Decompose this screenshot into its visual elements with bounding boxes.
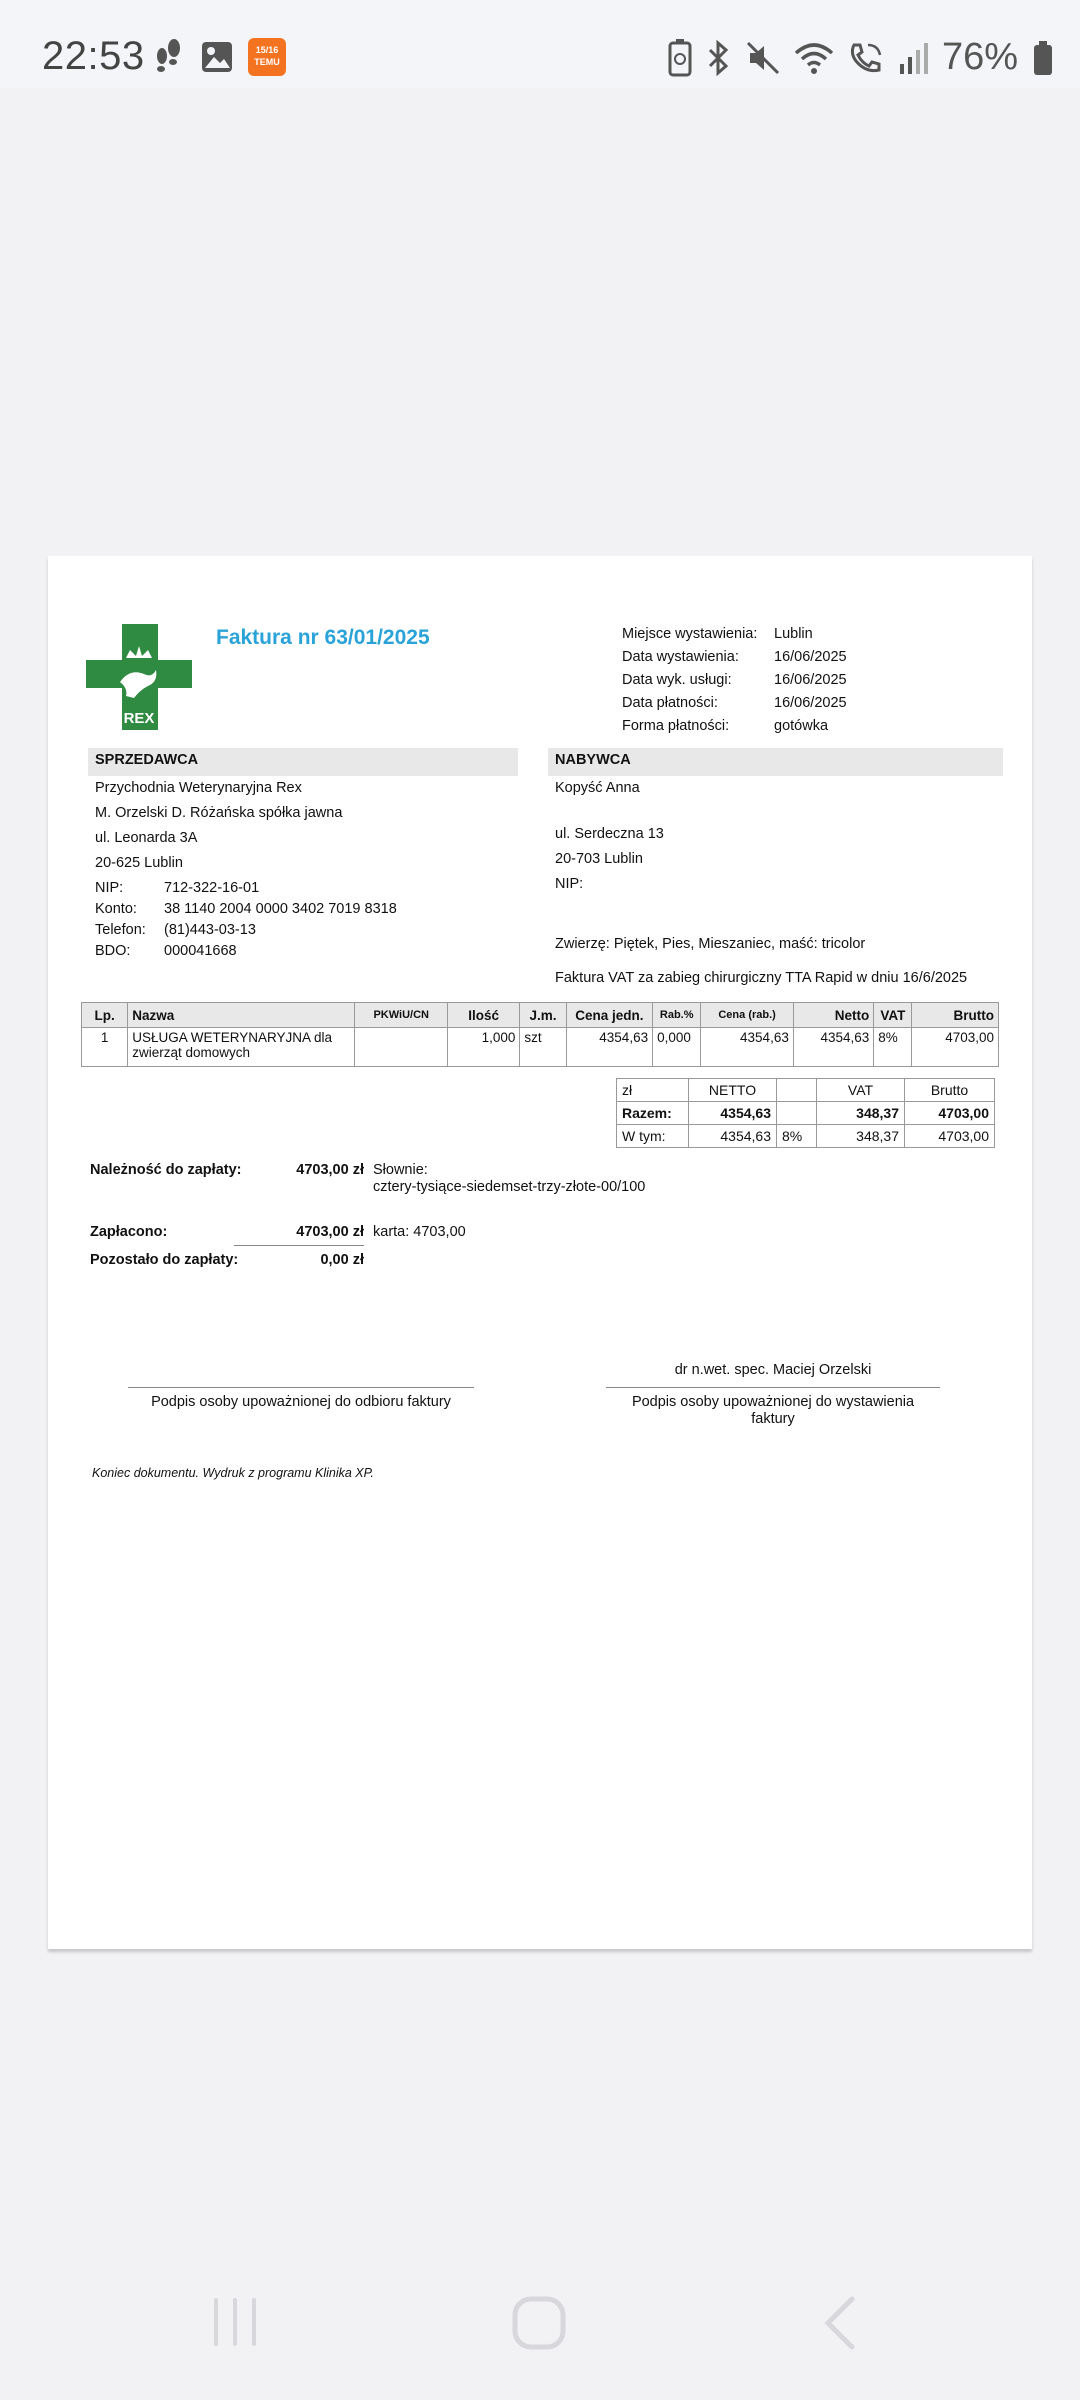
temu-badge-line1: 15/16 — [255, 45, 279, 55]
clock: 22:53 — [42, 34, 145, 78]
col-header: Ilość — [447, 1003, 519, 1028]
seller-bdo-label: BDO: — [95, 943, 131, 959]
seller-nip: 712-322-16-01 — [164, 880, 260, 896]
issuer-signature-caption: Podpis osoby upoważnionej do wystawienia faktury — [631, 1394, 915, 1427]
meta-value: 16/06/2025 — [774, 695, 847, 711]
summary-incl-label: W tym: — [617, 1125, 689, 1148]
remaining-value: 0,00 zł — [320, 1252, 364, 1268]
col-header: Netto — [793, 1003, 873, 1028]
buyer-city: 20-703 Lublin — [555, 851, 643, 867]
buyer-note: Faktura VAT za zabieg chirurgiczny TTA Rapid w dniu 16/6/2025 — [555, 970, 968, 986]
receiver-signature-line — [128, 1387, 474, 1388]
meta-value: 16/06/2025 — [774, 672, 847, 688]
item-lp: 1 — [82, 1028, 128, 1067]
footsteps-icon — [152, 38, 186, 76]
seller-phone: (81)443-03-13 — [164, 922, 256, 938]
seller-phone-label: Telefon: — [95, 922, 146, 938]
seller-name: Przychodnia Weterynaryjna Rex — [95, 780, 302, 796]
paid-underline — [234, 1245, 364, 1246]
item-netto: 4354,63 — [793, 1028, 873, 1067]
col-header: Brutto — [912, 1003, 999, 1028]
item-price-discounted: 4354,63 — [701, 1028, 794, 1067]
col-header: VAT — [874, 1003, 912, 1028]
issuer-signature-line — [606, 1387, 940, 1388]
summary-total-row — [617, 1102, 995, 1125]
battery-saver-icon — [668, 39, 692, 77]
col-header: Cena jedn. — [566, 1003, 652, 1028]
seller-heading: SPRZEDAWCA — [88, 748, 518, 776]
col-header: Cena (rab.) — [701, 1003, 794, 1028]
buyer-animal: Zwierzę: Piętek, Pies, Mieszaniec, maść: tricolor — [555, 936, 866, 952]
amount-in-words: cztery-tysiące-siedemset-trzy-złote-00/100 — [373, 1179, 646, 1195]
temu-badge-line2: TEMU — [254, 57, 280, 67]
summary-currency: zł — [617, 1079, 689, 1102]
col-header: Rab.% — [653, 1003, 701, 1028]
buyer-street: ul. Serdeczna 13 — [555, 826, 664, 842]
signal-icon — [898, 42, 928, 74]
col-header: Nazwa — [128, 1003, 355, 1028]
meta-label: Forma płatności: — [622, 718, 730, 734]
summary-incl-rate: 8% — [777, 1125, 817, 1148]
issuer-name: dr n.wet. spec. Maciej Orzelski — [674, 1362, 872, 1378]
col-header: J.m. — [520, 1003, 566, 1028]
document-footnote: Koniec dokumentu. Wydruk z programu Klinika XP. — [92, 1466, 374, 1480]
item-vat: 8% — [874, 1028, 912, 1067]
summary-total-vat: 348,37 — [817, 1102, 905, 1125]
gallery-icon — [200, 40, 234, 74]
paid-label: Zapłacono: — [90, 1224, 168, 1240]
seller-bdo: 000041668 — [164, 943, 237, 959]
battery-percent: 76% — [941, 36, 1018, 78]
meta-label: Miejsce wystawienia: — [622, 626, 758, 642]
buyer-heading: NABYWCA — [548, 748, 1003, 776]
buyer-name: Kopyść Anna — [555, 780, 640, 796]
seller-street: ul. Leonarda 3A — [95, 830, 198, 846]
due-label: Należność do zapłaty: — [90, 1162, 242, 1178]
summary-incl-brutto: 4703,00 — [905, 1125, 995, 1148]
col-header: PKWiU/CN — [355, 1003, 448, 1028]
col-header: Lp. — [82, 1003, 128, 1028]
item-pkwiu — [355, 1028, 448, 1067]
temu-icon — [248, 38, 286, 76]
items-table — [81, 1002, 999, 1067]
meta-label: Data wystawienia: — [622, 649, 739, 665]
summary-incl-netto: 4354,63 — [689, 1125, 777, 1148]
navigation-bar — [0, 2280, 1080, 2370]
invoice-meta — [622, 623, 847, 738]
remaining-label: Pozostało do zapłaty: — [90, 1252, 239, 1268]
invoice-page — [48, 556, 1032, 1949]
mute-icon — [746, 41, 780, 75]
item-qty: 1,000 — [447, 1028, 519, 1067]
summary-brutto-header: Brutto — [905, 1079, 995, 1102]
seller-nip-label: NIP: — [95, 880, 124, 896]
recent-apps-button[interactable] — [210, 2296, 260, 2348]
buyer-nip-label: NIP: — [555, 876, 584, 892]
summary-netto-header: NETTO — [689, 1079, 777, 1102]
item-discount: 0,000 — [653, 1028, 701, 1067]
seller-konto: 38 1140 2004 0000 3402 7019 8318 — [164, 901, 397, 917]
summary-header-row — [617, 1079, 995, 1102]
back-button[interactable] — [822, 2296, 858, 2350]
summary-total-label: Razem: — [617, 1102, 689, 1125]
meta-label: Data wyk. usługi: — [622, 672, 732, 688]
due-value: 4703,00 zł — [296, 1162, 364, 1178]
receiver-signature-caption: Podpis osoby upoważnionej do odbioru faktury — [151, 1394, 451, 1410]
summary-breakdown-row — [617, 1125, 995, 1148]
vat-summary-table — [616, 1078, 995, 1148]
summary-total-brutto: 4703,00 — [905, 1102, 995, 1125]
meta-value: 16/06/2025 — [774, 649, 847, 665]
clinic-logo — [86, 624, 192, 730]
meta-label: Data płatności: — [622, 695, 718, 711]
buyer-block — [548, 748, 1003, 991]
item-unit: szt — [520, 1028, 566, 1067]
seller-konto-label: Konto: — [95, 901, 137, 917]
status-bar — [0, 0, 1080, 88]
summary-total-netto: 4354,63 — [689, 1102, 777, 1125]
paid-method: karta: 4703,00 — [373, 1224, 466, 1240]
table-header-row — [82, 1003, 999, 1028]
seller-name-2: M. Orzelski D. Różańska spółka jawna — [95, 805, 343, 821]
summary-vat-header: VAT — [817, 1079, 905, 1102]
meta-value: gotówka — [774, 718, 829, 734]
meta-value: Lublin — [774, 626, 813, 642]
item-brutto: 4703,00 — [912, 1028, 999, 1067]
battery-icon — [1032, 40, 1054, 76]
summary-incl-vat: 348,37 — [817, 1125, 905, 1148]
table-row — [82, 1028, 999, 1067]
words-label: Słownie: — [373, 1162, 428, 1178]
item-price: 4354,63 — [566, 1028, 652, 1067]
wifi-call-icon — [848, 41, 884, 75]
paid-value: 4703,00 zł — [296, 1224, 364, 1240]
bluetooth-icon — [706, 40, 732, 76]
item-name: USŁUGA WETERYNARYJNA dla zwierząt domowych — [128, 1028, 355, 1067]
seller-block — [88, 748, 518, 962]
home-button[interactable] — [512, 2296, 566, 2350]
invoice-title: Faktura nr 63/01/2025 — [216, 626, 430, 649]
seller-city: 20-625 Lublin — [95, 855, 183, 871]
wifi-icon — [794, 41, 834, 75]
logo-text: REX — [123, 710, 155, 727]
